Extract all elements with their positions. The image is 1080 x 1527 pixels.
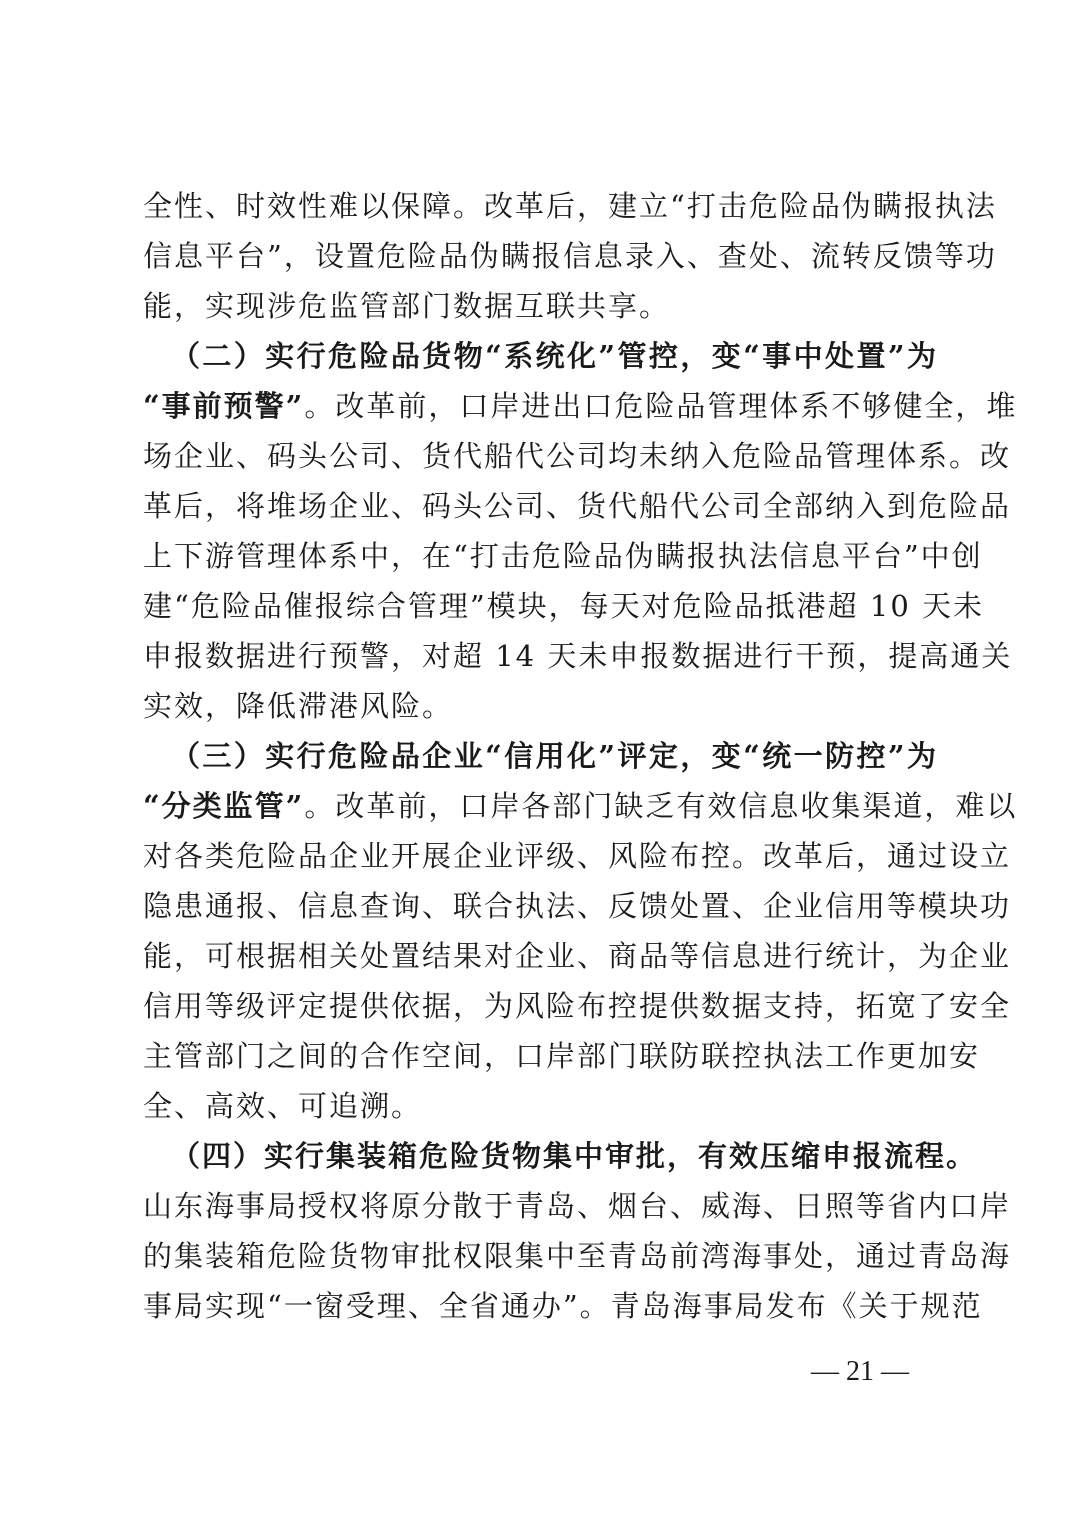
text-line: 建“危险品催报综合管理”模块，每天对危险品抵港超 10 天未 [143,589,984,623]
text-line: 隐患通报、信息查询、联合执法、反馈处置、企业信用等模块功 [143,889,1012,923]
section-heading-2: （二）实行危险品货物“系统化”管控，变“事中处置”为 [171,339,938,373]
text-line: 能，可根据相关处置结果对企业、商品等信息进行统计，为企业 [143,939,1012,973]
text-line: 信息平台”，设置危险品伪瞒报信息录入、查处、流转反馈等功 [143,239,997,273]
section-heading-2-tail: “事前预警” [143,389,305,423]
page-number: — 21 — [811,1356,909,1387]
text-line: 场企业、码头公司、货代船代公司均未纳入危险品管理体系。改 [143,439,1012,473]
text-line [143,783,1018,829]
text-line: 革后，将堆场企业、码头公司、货代船代公司全部纳入到危险品 [143,489,1012,523]
text-line: 上下游管理体系中，在“打击危险品伪瞒报执法信息平台”中创 [143,539,983,573]
text-line: 主管部门之间的合作空间，口岸部门联防联控执法工作更加安 [143,1039,981,1073]
text-line: 的集装箱危险货物审批权限集中至青岛前湾海事处，通过青岛海 [143,1239,1012,1273]
text-line: 申报数据进行预警，对超 14 天未申报数据进行干预，提高通关 [143,639,1013,673]
text-line: 山东海事局授权将原分散于青岛、烟台、威海、日照等省内口岸 [143,1189,1012,1223]
text-line: 信用等级评定提供依据，为风险布控提供数据支持，拓宽了安全 [143,989,1012,1023]
text-line: 对各类危险品企业开展企业评级、风险布控。改革后，通过设立 [143,839,1012,873]
text-line: 能，实现涉危监管部门数据互联共享。 [143,289,671,323]
text-line: 实效，降低滞港风险。 [143,689,454,723]
text-span: 。改革前，口岸各部门缺乏有效信息收集渠道，难以 [304,789,1018,823]
text-line: 全性、时效性难以保障。改革后，建立“打击危险品伪瞒报执法 [143,189,997,223]
section-heading-3-tail: “分类监管” [143,789,305,823]
text-line: 事局实现“一窗受理、全省通办”。青岛海事局发布《关于规范 [143,1289,983,1323]
section-heading-3: （三）实行危险品企业“信用化”评定，变“统一防控”为 [171,739,938,773]
text-span: 。改革前，口岸进出口危险品管理体系不够健全，堆 [304,389,1018,423]
text-line: 全、高效、可追溯。 [143,1089,423,1123]
text-line [143,383,1018,429]
section-heading-4: （四）实行集装箱危险货物集中审批，有效压缩申报流程。 [171,1139,978,1173]
